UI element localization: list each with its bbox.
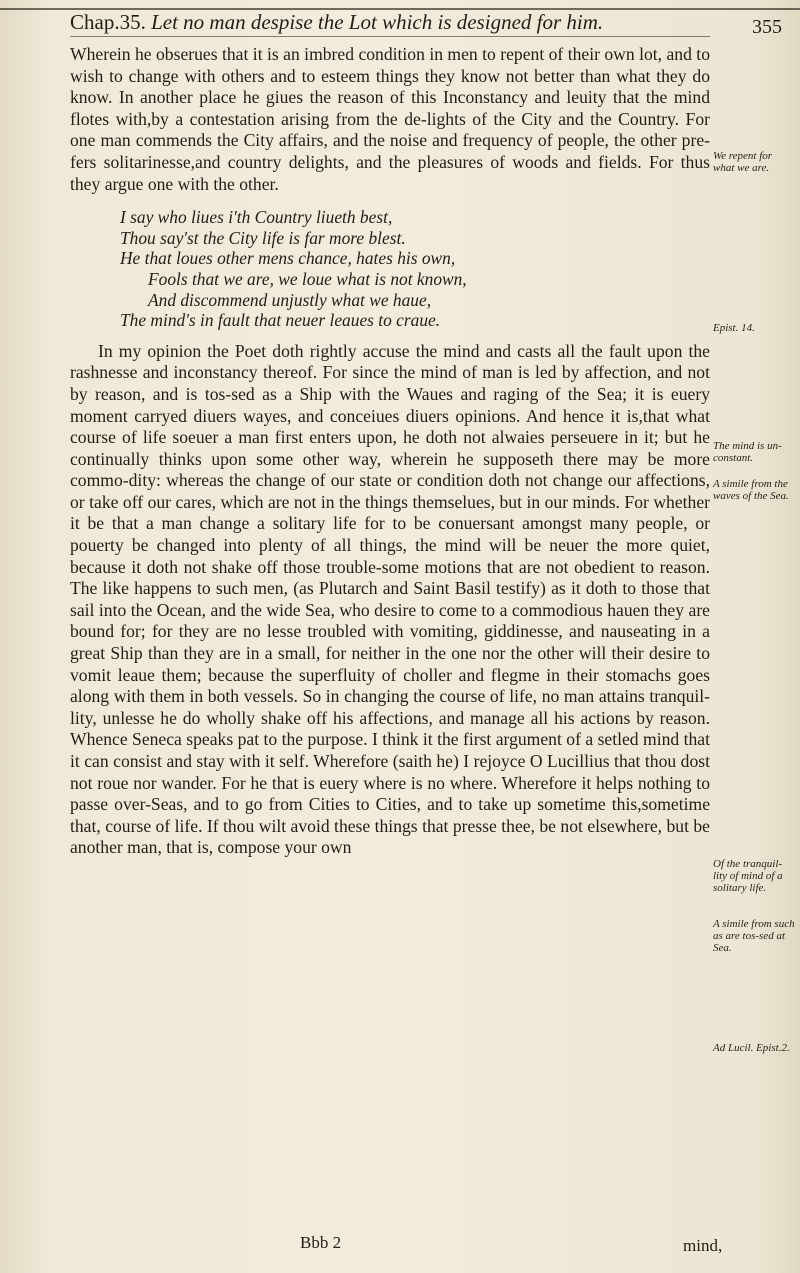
verse-line: And discommend unjustly what we haue, <box>148 289 432 310</box>
margin-note: A simile from the waves of the Sea. <box>713 478 789 502</box>
verse-quotation <box>70 207 710 331</box>
verse-line: The mind's in fault that neuer leaues to craue. <box>120 310 441 331</box>
chapter-title: Let no man despise the Lot which is designed for him. <box>151 10 604 34</box>
chapter-label: Chap.35. <box>70 10 146 34</box>
page-number: 355 <box>752 16 782 38</box>
margin-note: We repent for what we are. <box>713 150 773 174</box>
margin-note: The mind is un-constant. <box>713 440 782 464</box>
verse-line: Thou say'st the City life is far more blest. <box>120 227 406 248</box>
verse-line: He that loues other mens chance, hates his own, <box>120 248 456 269</box>
margin-note: Ad Lucil. Epist.2. <box>713 1042 790 1054</box>
signature-mark: Bbb 2 <box>300 1233 342 1252</box>
running-header <box>70 10 603 35</box>
verse-line: Fools that we are, we loue what is not known, <box>148 268 467 289</box>
main-text <box>70 44 710 859</box>
verse-line: I say who liues i'th Country liueth best, <box>120 207 393 228</box>
paragraph-2: In my opinion the Poet doth rightly accuse the mind and casts all the fault upon the rashnesse and inconstancy thereof. For since the mind of man is led by affection, and not by reason, and is tos-sed as a Ship with the Waues and raging of the Sea; it is euery moment carryed diuers wayes, and conceiues diuers opinions. And hence it is,that what course of life soeuer a man first enters upon, he doth not alwaies perseuere in it; but he continually thinks upon some other way, wherein he supposeth there may be more commo-dity: whereas the change of our state or condition doth not change our affections, or take off our cares, which are not in the things themselues, but in our minds. For whether it be that a man change a solitary life for to be conuersant amongst many people, or pouerty be changed into plenty of all things, the mind will be neuer the more quiet, because it doth not shake off those trouble-some motions that are not obedient to reason. The like happens to such men, (as Plutarch and Saint Basil testify) as it doth to those that sail into the Ocean, and the wide Sea, who desire to come to a commodious hauen they are bound for; for they are no lesse troubled with vomiting, giddinesse, and nauseating in a great Ship than they are in a small, for neither in the one nor the other will their desire to vomit leaue them; because the superfluity of choller and flegme in their stomachs goes along with them in both vessels. So in changing the course of life, no man attains tranquil-lity, unlesse he do wholly shake off his affections, and manage all his actions by reason. Whence Seneca speaks pat to the purpose. I think it the first argument of a setled mind that it can consist and stay with it self. Wherefore (saith he) I rejoyce O Lucillius that thou dost not roue nor wander. For he that is euery where is no where. Wherefore it helps nothing to passe over-Seas, and to go from Cities to Cities, and to take up sometime this,sometime that, course of life. If thou wilt avoid these things that presse thee, be not elsewhere, but be another man, that is, compose your own <box>70 340 710 858</box>
catchword: mind, <box>683 1236 723 1255</box>
header-rule <box>70 36 710 37</box>
margin-note: Of the tranquil-lity of mind of a solitary life. <box>713 858 783 894</box>
margin-note: A simile from such as are tos-sed at Sea. <box>713 918 795 954</box>
paragraph-1: Wherein he obserues that it is an imbred condition in men to repent of their own lot, and to wish to change with others and to esteem things they know not better than what they do know. In another place he giues the reason of this Inconstancy and leuity that the mind flotes with,by a contestation arising from the de-lights of the City and the Country. For one man commends the City affairs, and the noise and frequency of people, the other pre-fers solitarinesse,and country delights, and the pleasures of woods and fields. For thus they argue one with the other. <box>70 44 710 194</box>
margin-note: Epist. 14. <box>713 322 755 334</box>
